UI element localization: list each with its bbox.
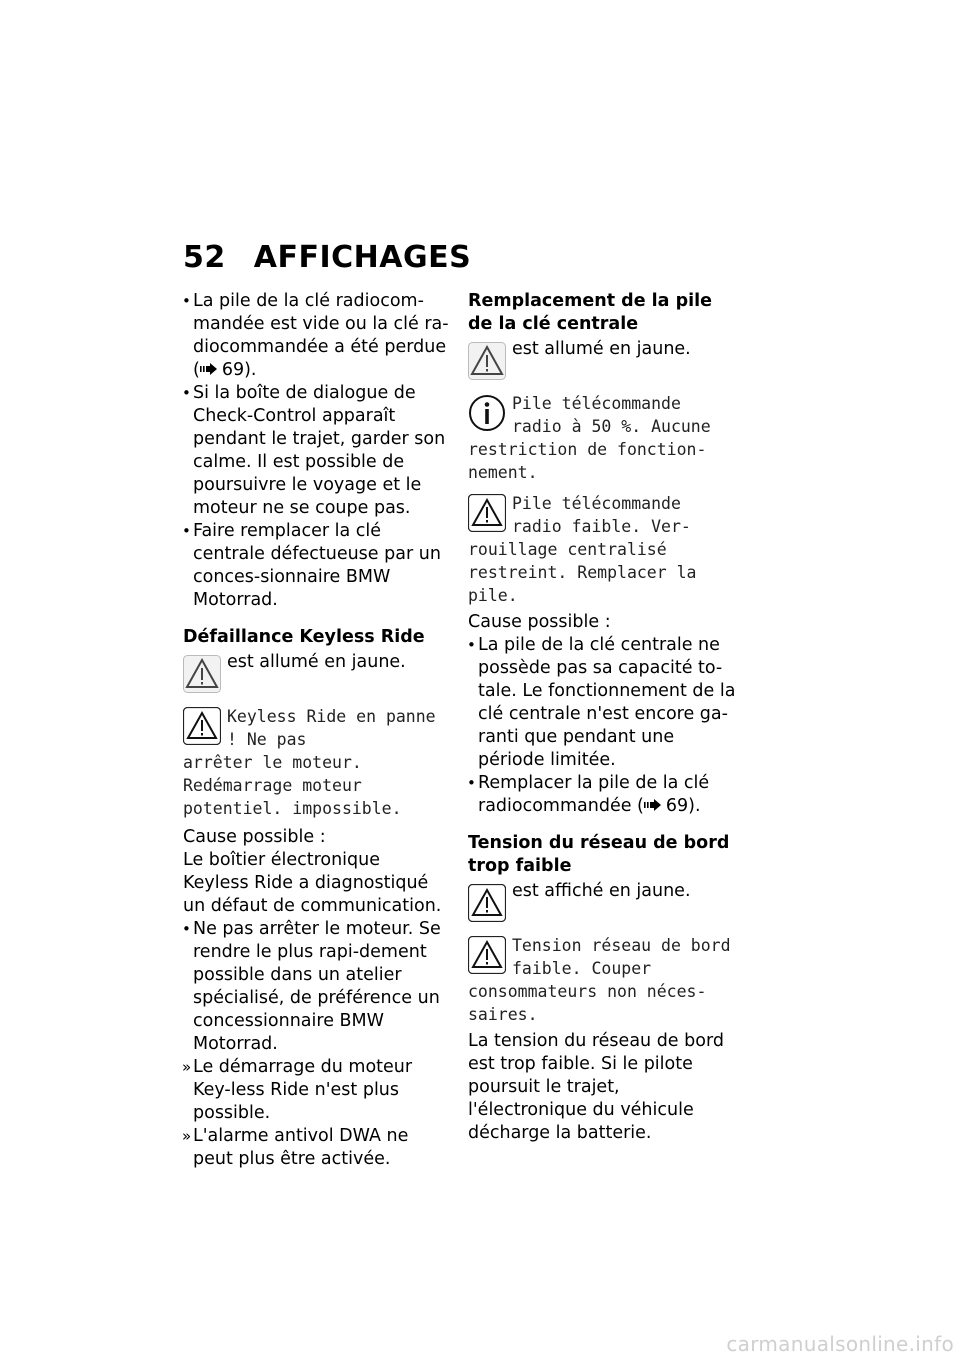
- message-text-first: Keyless Ride en panne ! Ne pas: [227, 707, 436, 749]
- indicator-description: est allumé en jaune.: [512, 339, 691, 359]
- warning-triangle-icon: [468, 494, 506, 532]
- page-reference-arrow-icon: [644, 799, 662, 811]
- indicator-description: est allumé en jaune.: [227, 652, 406, 672]
- section-heading-voltage: Tension du réseau de bord trop faible: [468, 833, 730, 876]
- left-column: [183, 290, 451, 1171]
- bullet-text: La pile de la clé centrale ne possède pas sa capacité to-tale. Le fonctionnement de la clé centrale n'est encore ga-ranti que pendant une période limitée.: [478, 635, 736, 770]
- message-text-rest: consommateurs non néces-saires.: [468, 982, 707, 1024]
- result-item: [183, 1125, 451, 1171]
- indicator-description: est affiché en jaune.: [512, 881, 691, 901]
- page-reference-arrow-icon: [200, 363, 218, 375]
- message-text-rest: arrêter le moteur. Redémarrage moteur potentiel. impossible.: [183, 753, 402, 818]
- bullet-text: Ne pas arrêter le moteur. Se rendre le plus rapi-dement possible dans un atelier spécialisé, de préférence un concessionnaire BMW Motorrad.: [193, 919, 441, 1054]
- watermark: carmanualsonline.info: [726, 1332, 954, 1356]
- warning-light-icon: [468, 342, 506, 380]
- message-text-rest: rouillage centralisé restreint. Remplacer la pile.: [468, 540, 697, 605]
- bullet-item: [468, 634, 740, 772]
- page-reference[interactable]: 69).: [665, 796, 701, 816]
- info-icon: [468, 394, 506, 432]
- bullet-text: La pile de la clé radiocom-mandée est vide ou la clé ra-diocommandée a été perdue (: [193, 291, 449, 380]
- warning-light-icon: [183, 655, 221, 693]
- bullet-item: [183, 520, 451, 612]
- cause-label: Cause possible :: [183, 827, 326, 847]
- message-text-first: Pile télécommande radio faible. Ver-: [512, 494, 691, 536]
- section-heading-battery: Remplacement de la pile de la clé centrale: [468, 291, 712, 334]
- section-heading-keyless: Défaillance Keyless Ride: [183, 627, 425, 647]
- warning-triangle-icon: [468, 884, 506, 922]
- page-number: 52: [183, 240, 226, 275]
- check-control-message: [468, 934, 740, 1026]
- check-control-message-warning: [468, 492, 740, 607]
- bullet-text: Remplacer la pile de la clé radiocommandée (: [478, 773, 710, 816]
- result-text: L'alarme antivol DWA ne peut plus être activée.: [193, 1126, 409, 1169]
- indicator-row: [183, 651, 451, 697]
- page-reference[interactable]: 69).: [221, 360, 257, 380]
- message-text-rest: restriction de fonction-nement.: [468, 440, 707, 482]
- page-header: [183, 240, 471, 275]
- cause-label: Cause possible :: [468, 612, 611, 632]
- page-title: AFFICHAGES: [253, 240, 472, 275]
- cause-text: Le boîtier électronique Keyless Ride a diagnostiqué un défaut de communication.: [183, 850, 442, 916]
- result-text: Le démarrage du moteur Key-less Ride n'est plus possible.: [193, 1057, 413, 1123]
- indicator-row: [468, 338, 740, 384]
- bullet-text: Faire remplacer la clé centrale défectueuse par un conces-sionnaire BMW Motorrad.: [193, 521, 441, 610]
- check-control-message: [183, 705, 451, 820]
- bullet-text: Si la boîte de dialogue de Check-Control apparaît pendant le trajet, garder son calme. Il est possible de poursuivre le voyage et le moteur ne se coupe pas.: [193, 383, 446, 518]
- body-text: La tension du réseau de bord est trop faible. Si le pilote poursuit le trajet, l'électronique du véhicule décharge la batterie.: [468, 1031, 724, 1143]
- result-item: [183, 1056, 451, 1125]
- message-text-first: Tension réseau de bord faible. Couper: [512, 936, 731, 978]
- warning-triangle-icon: [468, 936, 506, 974]
- indicator-row: [468, 880, 740, 926]
- bullet-item: [183, 918, 451, 1056]
- warning-triangle-icon: [183, 707, 221, 745]
- check-control-message-info: [468, 392, 740, 484]
- message-text-first: Pile télécommande radio à 50 %. Aucune: [512, 394, 711, 436]
- right-column: [468, 290, 740, 1145]
- bullet-item: [468, 772, 740, 818]
- bullet-item: [183, 382, 451, 520]
- bullet-item: [183, 290, 451, 382]
